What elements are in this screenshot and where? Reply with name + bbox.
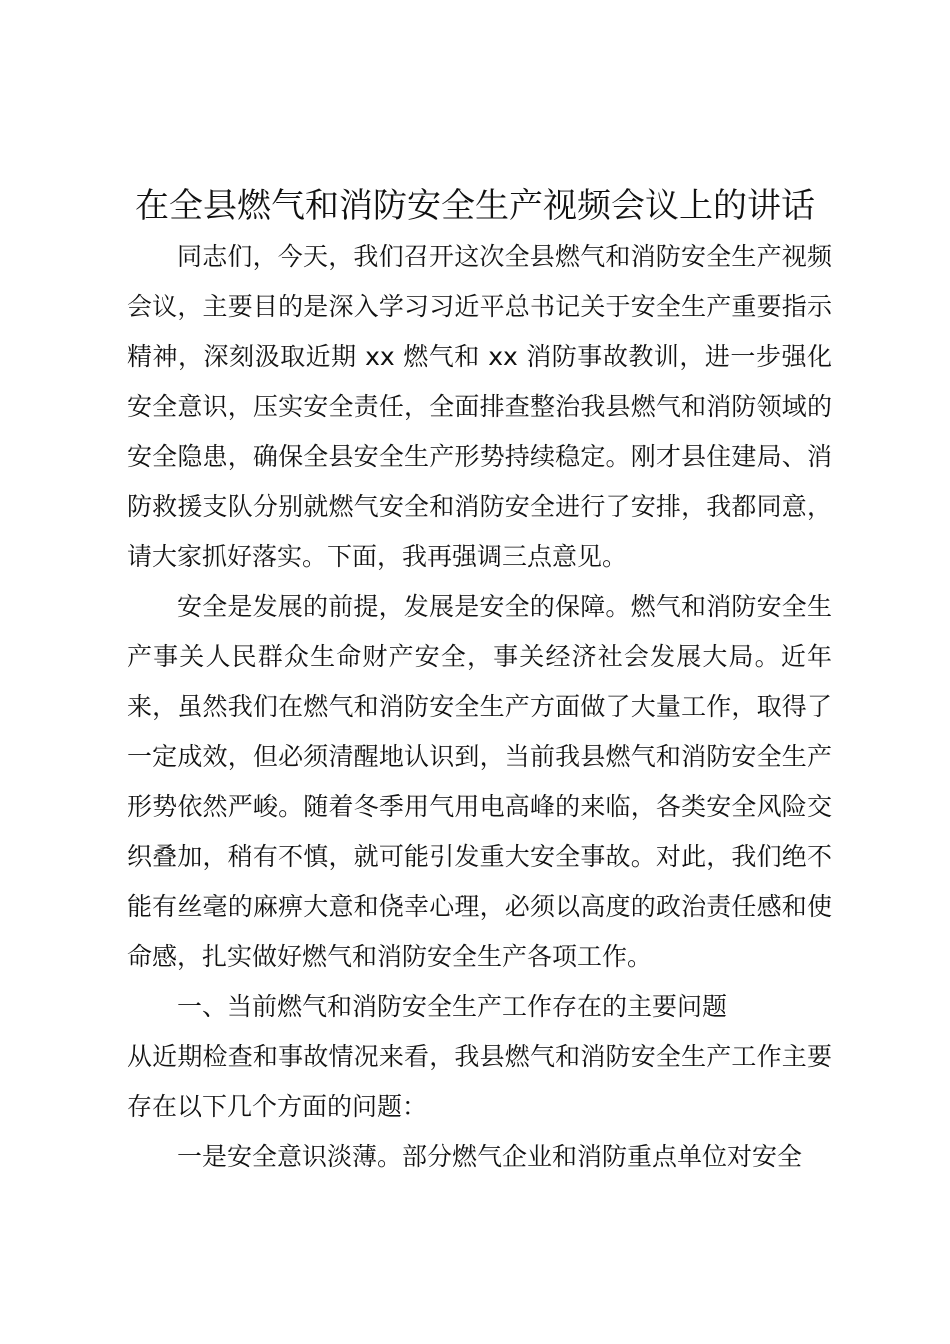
section-heading-1: 一、当前燃气和消防安全生产工作存在的主要问题 [177, 992, 728, 1021]
paragraph-importance: 安全是发展的前提，发展是安全的保障。燃气和消防安全生产事关人民群众生命财产安全，事关经济社会发展大局。近年来，虽然我们在燃气和消防安全生产方面做了大量工作，取得了一定成效，但必须清醒地认识到，当前我县燃气和消防安全生产形势依然严峻。随着冬季用气用电高峰的来临，各类安全风险交织叠加，稍有不慎，就可能引发重大安全事故。对此，我们绝不能有丝毫的麻痹大意和侥幸心理，必须以高度的政治责任感和使命感，扎实做好燃气和消防安全生产各项工作。 [127, 592, 832, 971]
paragraph-problems-intro: 从近期检查和事故情况来看，我县燃气和消防安全生产工作主要存在以下几个方面的问题： [127, 1042, 832, 1121]
paragraph-problem-1: 一是安全意识淡薄。部分燃气企业和消防重点单位对安全 [177, 1142, 803, 1171]
document-body [127, 232, 832, 1182]
paragraph-opening: 同志们，今天，我们召开这次全县燃气和消防安全生产视频会议，主要目的是深入学习习近平总书记关于安全生产重要指示精神，深刻汲取近期 xx 燃气和 xx 消防事故教训，进一步强化安全意识，压实安全责任，全面排查整治我县燃气和消防领域的安全隐患，确保全县安全生产形势持续稳定。刚才县住建局、消防救援支队分别就燃气安全和消防安全进行了安排，我都同意，请大家抓好落实。下面，我再强调三点意见。 [127, 242, 832, 571]
document-title: 在全县燃气和消防安全生产视频会议上的讲话 [135, 186, 815, 226]
